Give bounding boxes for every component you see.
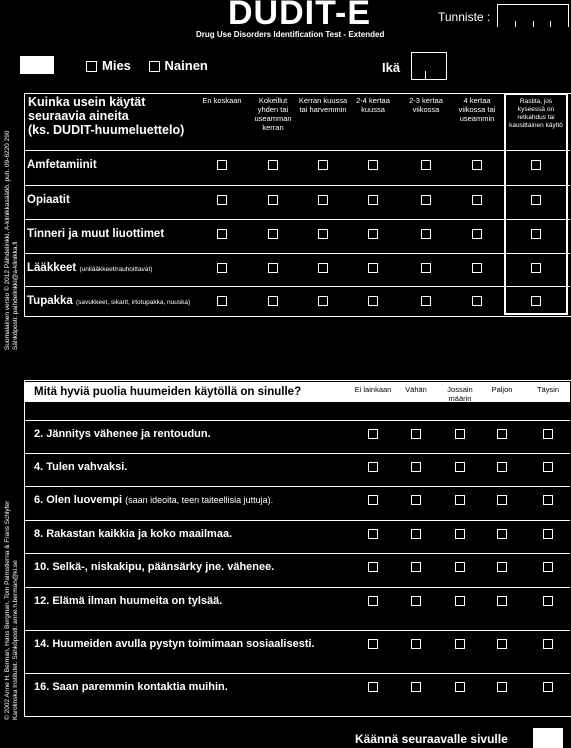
benefit-checkbox[interactable] bbox=[543, 529, 553, 539]
freq-checkbox[interactable] bbox=[531, 229, 541, 239]
freq-row-divider bbox=[24, 150, 570, 151]
freq-checkbox[interactable] bbox=[472, 296, 482, 306]
benefit-checkbox[interactable] bbox=[411, 596, 421, 606]
freq-column-header-6: Rastita, jos kyseessä on retkahdus tai kausittainen käyttö bbox=[509, 98, 563, 129]
freq-checkbox[interactable] bbox=[217, 195, 227, 205]
copyright-original-line1: © 2002 Anne H. Berman, Hans Bergman, Tom Palmstierna & Frans Schlyter bbox=[4, 500, 11, 720]
benefit-checkbox[interactable] bbox=[543, 596, 553, 606]
gender-options bbox=[86, 58, 222, 73]
benefit-checkbox[interactable] bbox=[543, 495, 553, 505]
benefit-row-divider bbox=[24, 630, 570, 631]
age-input-field[interactable] bbox=[411, 52, 447, 80]
benefit-row-label: 16. Saan paremmin kontaktia muihin. bbox=[34, 681, 228, 693]
freq-checkbox[interactable] bbox=[368, 229, 378, 239]
copyright-original-line2: Karolinska Institutet. Sähköposti: anne.h.berman@ki.se bbox=[12, 560, 19, 720]
freq-checkbox[interactable] bbox=[421, 263, 431, 273]
benefit-row-divider bbox=[24, 553, 570, 554]
benefit-checkbox[interactable] bbox=[411, 462, 421, 472]
freq-checkbox[interactable] bbox=[318, 296, 328, 306]
freq-checkbox[interactable] bbox=[472, 160, 482, 170]
benefit-row-label: 10. Selkä-, niskakipu, päänsärky jne. vähenee. bbox=[34, 561, 275, 573]
freq-checkbox[interactable] bbox=[368, 195, 378, 205]
freq-column-header-4: 2-3 kertaa viikossa bbox=[409, 96, 443, 114]
frequency-question: Kuinka usein käytät seuraavia aineita (ks. DUDIT-huumeluettelo) bbox=[28, 95, 185, 137]
next-page-label: Käännä seuraavalle sivulle bbox=[355, 732, 508, 746]
freq-checkbox[interactable] bbox=[421, 195, 431, 205]
page-corner-box bbox=[533, 728, 563, 748]
freq-checkbox[interactable] bbox=[531, 195, 541, 205]
benefit-checkbox[interactable] bbox=[455, 429, 465, 439]
freq-checkbox[interactable] bbox=[472, 263, 482, 273]
benefit-checkbox[interactable] bbox=[497, 562, 507, 572]
freq-checkbox[interactable] bbox=[318, 229, 328, 239]
benefit-row-label: 12. Elämä ilman huumeita on tylsää. bbox=[34, 595, 223, 607]
freq-checkbox[interactable] bbox=[368, 160, 378, 170]
benefit-checkbox[interactable] bbox=[368, 495, 378, 505]
freq-checkbox[interactable] bbox=[268, 195, 278, 205]
freq-checkbox[interactable] bbox=[217, 160, 227, 170]
benefit-row-label: 2. Jännitys vähenee ja rentoudun. bbox=[34, 428, 211, 440]
freq-checkbox[interactable] bbox=[472, 229, 482, 239]
freq-checkbox[interactable] bbox=[268, 160, 278, 170]
benefit-checkbox[interactable] bbox=[497, 596, 507, 606]
freq-checkbox[interactable] bbox=[531, 160, 541, 170]
benefit-checkbox[interactable] bbox=[455, 462, 465, 472]
benefit-checkbox[interactable] bbox=[368, 596, 378, 606]
benefit-checkbox[interactable] bbox=[543, 462, 553, 472]
female-label: Nainen bbox=[164, 58, 208, 73]
benefit-checkbox[interactable] bbox=[411, 682, 421, 692]
benefit-row-divider bbox=[24, 520, 570, 521]
freq-checkbox[interactable] bbox=[217, 263, 227, 273]
benefits-question: Mitä hyviä puolia huumeiden käytöllä on sinulle? bbox=[34, 386, 302, 398]
benefit-column-header-2: Jossain määrin bbox=[447, 385, 473, 403]
freq-row-divider bbox=[24, 185, 570, 186]
logo-box bbox=[20, 56, 54, 74]
benefit-checkbox[interactable] bbox=[497, 495, 507, 505]
freq-row-label: Amfetamiinit bbox=[27, 159, 97, 171]
benefit-checkbox[interactable] bbox=[368, 639, 378, 649]
form-subtitle: Drug Use Disorders Identification Test - Extended bbox=[196, 30, 385, 39]
freq-checkbox[interactable] bbox=[268, 263, 278, 273]
benefit-checkbox[interactable] bbox=[497, 639, 507, 649]
freq-checkbox[interactable] bbox=[217, 229, 227, 239]
benefit-checkbox[interactable] bbox=[411, 562, 421, 572]
benefit-checkbox[interactable] bbox=[455, 529, 465, 539]
form-title: DUDIT-E bbox=[228, 0, 371, 32]
copyright-finnish-line1: Suomalainen versio © 2012 Päihdelinkki, A-klinikkasäätiö, puh. 09-6220 290 bbox=[4, 130, 11, 350]
id-label: Tunniste : bbox=[438, 10, 491, 24]
benefit-row-divider bbox=[24, 587, 570, 588]
freq-column-header-3: 2-4 kertaa kuussa bbox=[356, 96, 390, 114]
freq-checkbox[interactable] bbox=[421, 229, 431, 239]
freq-checkbox[interactable] bbox=[368, 296, 378, 306]
freq-row-divider bbox=[24, 219, 570, 220]
benefit-checkbox[interactable] bbox=[455, 682, 465, 692]
benefit-row-divider bbox=[24, 673, 570, 674]
freq-checkbox[interactable] bbox=[421, 160, 431, 170]
benefit-row-label: 14. Huumeiden avulla pystyn toimimaan sosiaalisesti. bbox=[34, 638, 315, 650]
benefit-row-divider bbox=[24, 486, 570, 487]
benefit-checkbox[interactable] bbox=[411, 529, 421, 539]
benefit-column-header-1: Vähän bbox=[405, 385, 427, 394]
freq-checkbox[interactable] bbox=[268, 229, 278, 239]
benefit-checkbox[interactable] bbox=[455, 639, 465, 649]
freq-column-header-1: Kokeillut yhden tai useamman kerran bbox=[254, 96, 292, 132]
benefit-row-divider bbox=[24, 420, 570, 421]
id-input-field[interactable] bbox=[497, 4, 569, 27]
freq-column-header-5: 4 kertaa viikossa tai useammin bbox=[458, 96, 496, 123]
benefit-checkbox[interactable] bbox=[368, 562, 378, 572]
freq-row-divider bbox=[24, 286, 570, 287]
benefit-row-divider bbox=[24, 453, 570, 454]
freq-checkbox[interactable] bbox=[421, 296, 431, 306]
freq-checkbox[interactable] bbox=[268, 296, 278, 306]
benefit-row-label: 4. Tulen vahvaksi. bbox=[34, 461, 128, 473]
freq-checkbox[interactable] bbox=[531, 296, 541, 306]
freq-checkbox[interactable] bbox=[318, 195, 328, 205]
freq-checkbox[interactable] bbox=[318, 160, 328, 170]
copyright-finnish-line2: Sähköposti: paihdelinkki@a-klinikka.fi bbox=[12, 241, 19, 350]
benefit-checkbox[interactable] bbox=[543, 429, 553, 439]
freq-checkbox[interactable] bbox=[217, 296, 227, 306]
benefit-checkbox[interactable] bbox=[411, 495, 421, 505]
benefit-checkbox[interactable] bbox=[368, 429, 378, 439]
benefit-checkbox[interactable] bbox=[543, 639, 553, 649]
benefit-checkbox[interactable] bbox=[368, 682, 378, 692]
age-label: Ikä bbox=[382, 60, 401, 75]
benefit-checkbox[interactable] bbox=[411, 639, 421, 649]
freq-row-label: Opiaatit bbox=[27, 194, 70, 206]
benefit-checkbox[interactable] bbox=[368, 462, 378, 472]
benefit-column-header-3: Paljon bbox=[491, 385, 513, 394]
freq-checkbox[interactable] bbox=[472, 195, 482, 205]
benefit-checkbox[interactable] bbox=[455, 495, 465, 505]
male-label: Mies bbox=[102, 58, 131, 73]
male-checkbox[interactable] bbox=[86, 61, 97, 72]
benefit-column-header-4: Täysin bbox=[536, 385, 560, 394]
freq-column-header-0: En koskaan bbox=[202, 96, 242, 105]
freq-row-divider bbox=[24, 253, 570, 254]
benefit-checkbox[interactable] bbox=[543, 682, 553, 692]
benefit-checkbox[interactable] bbox=[497, 462, 507, 472]
freq-column-header-2: Kerran kuussa tai harvemmin bbox=[298, 96, 348, 114]
freq-checkbox[interactable] bbox=[318, 263, 328, 273]
benefit-checkbox[interactable] bbox=[455, 596, 465, 606]
benefit-column-header-0: Ei lainkaan bbox=[354, 385, 392, 394]
benefit-checkbox[interactable] bbox=[411, 429, 421, 439]
benefit-checkbox[interactable] bbox=[455, 562, 465, 572]
freq-checkbox[interactable] bbox=[531, 263, 541, 273]
freq-row-label: Lääkkeet (unilääkkeet/rauhoittavat) bbox=[27, 262, 153, 274]
freq-checkbox[interactable] bbox=[368, 263, 378, 273]
benefit-checkbox[interactable] bbox=[497, 429, 507, 439]
benefit-checkbox[interactable] bbox=[497, 529, 507, 539]
female-checkbox[interactable] bbox=[149, 61, 160, 72]
benefit-checkbox[interactable] bbox=[497, 682, 507, 692]
benefit-checkbox[interactable] bbox=[368, 529, 378, 539]
freq-row-label: Tupakka (savukkeet, sikarit, irtotupakka, nuuska) bbox=[27, 295, 191, 307]
benefit-row-label: 6. Olen luovempi (saan ideoita, teen taiteellisia juttuja). bbox=[34, 494, 274, 506]
freq-row-label: Tinneri ja muut liuottimet bbox=[27, 228, 165, 240]
benefit-checkbox[interactable] bbox=[543, 562, 553, 572]
benefit-row-label: 8. Rakastan kaikkia ja koko maailmaa. bbox=[34, 528, 233, 540]
